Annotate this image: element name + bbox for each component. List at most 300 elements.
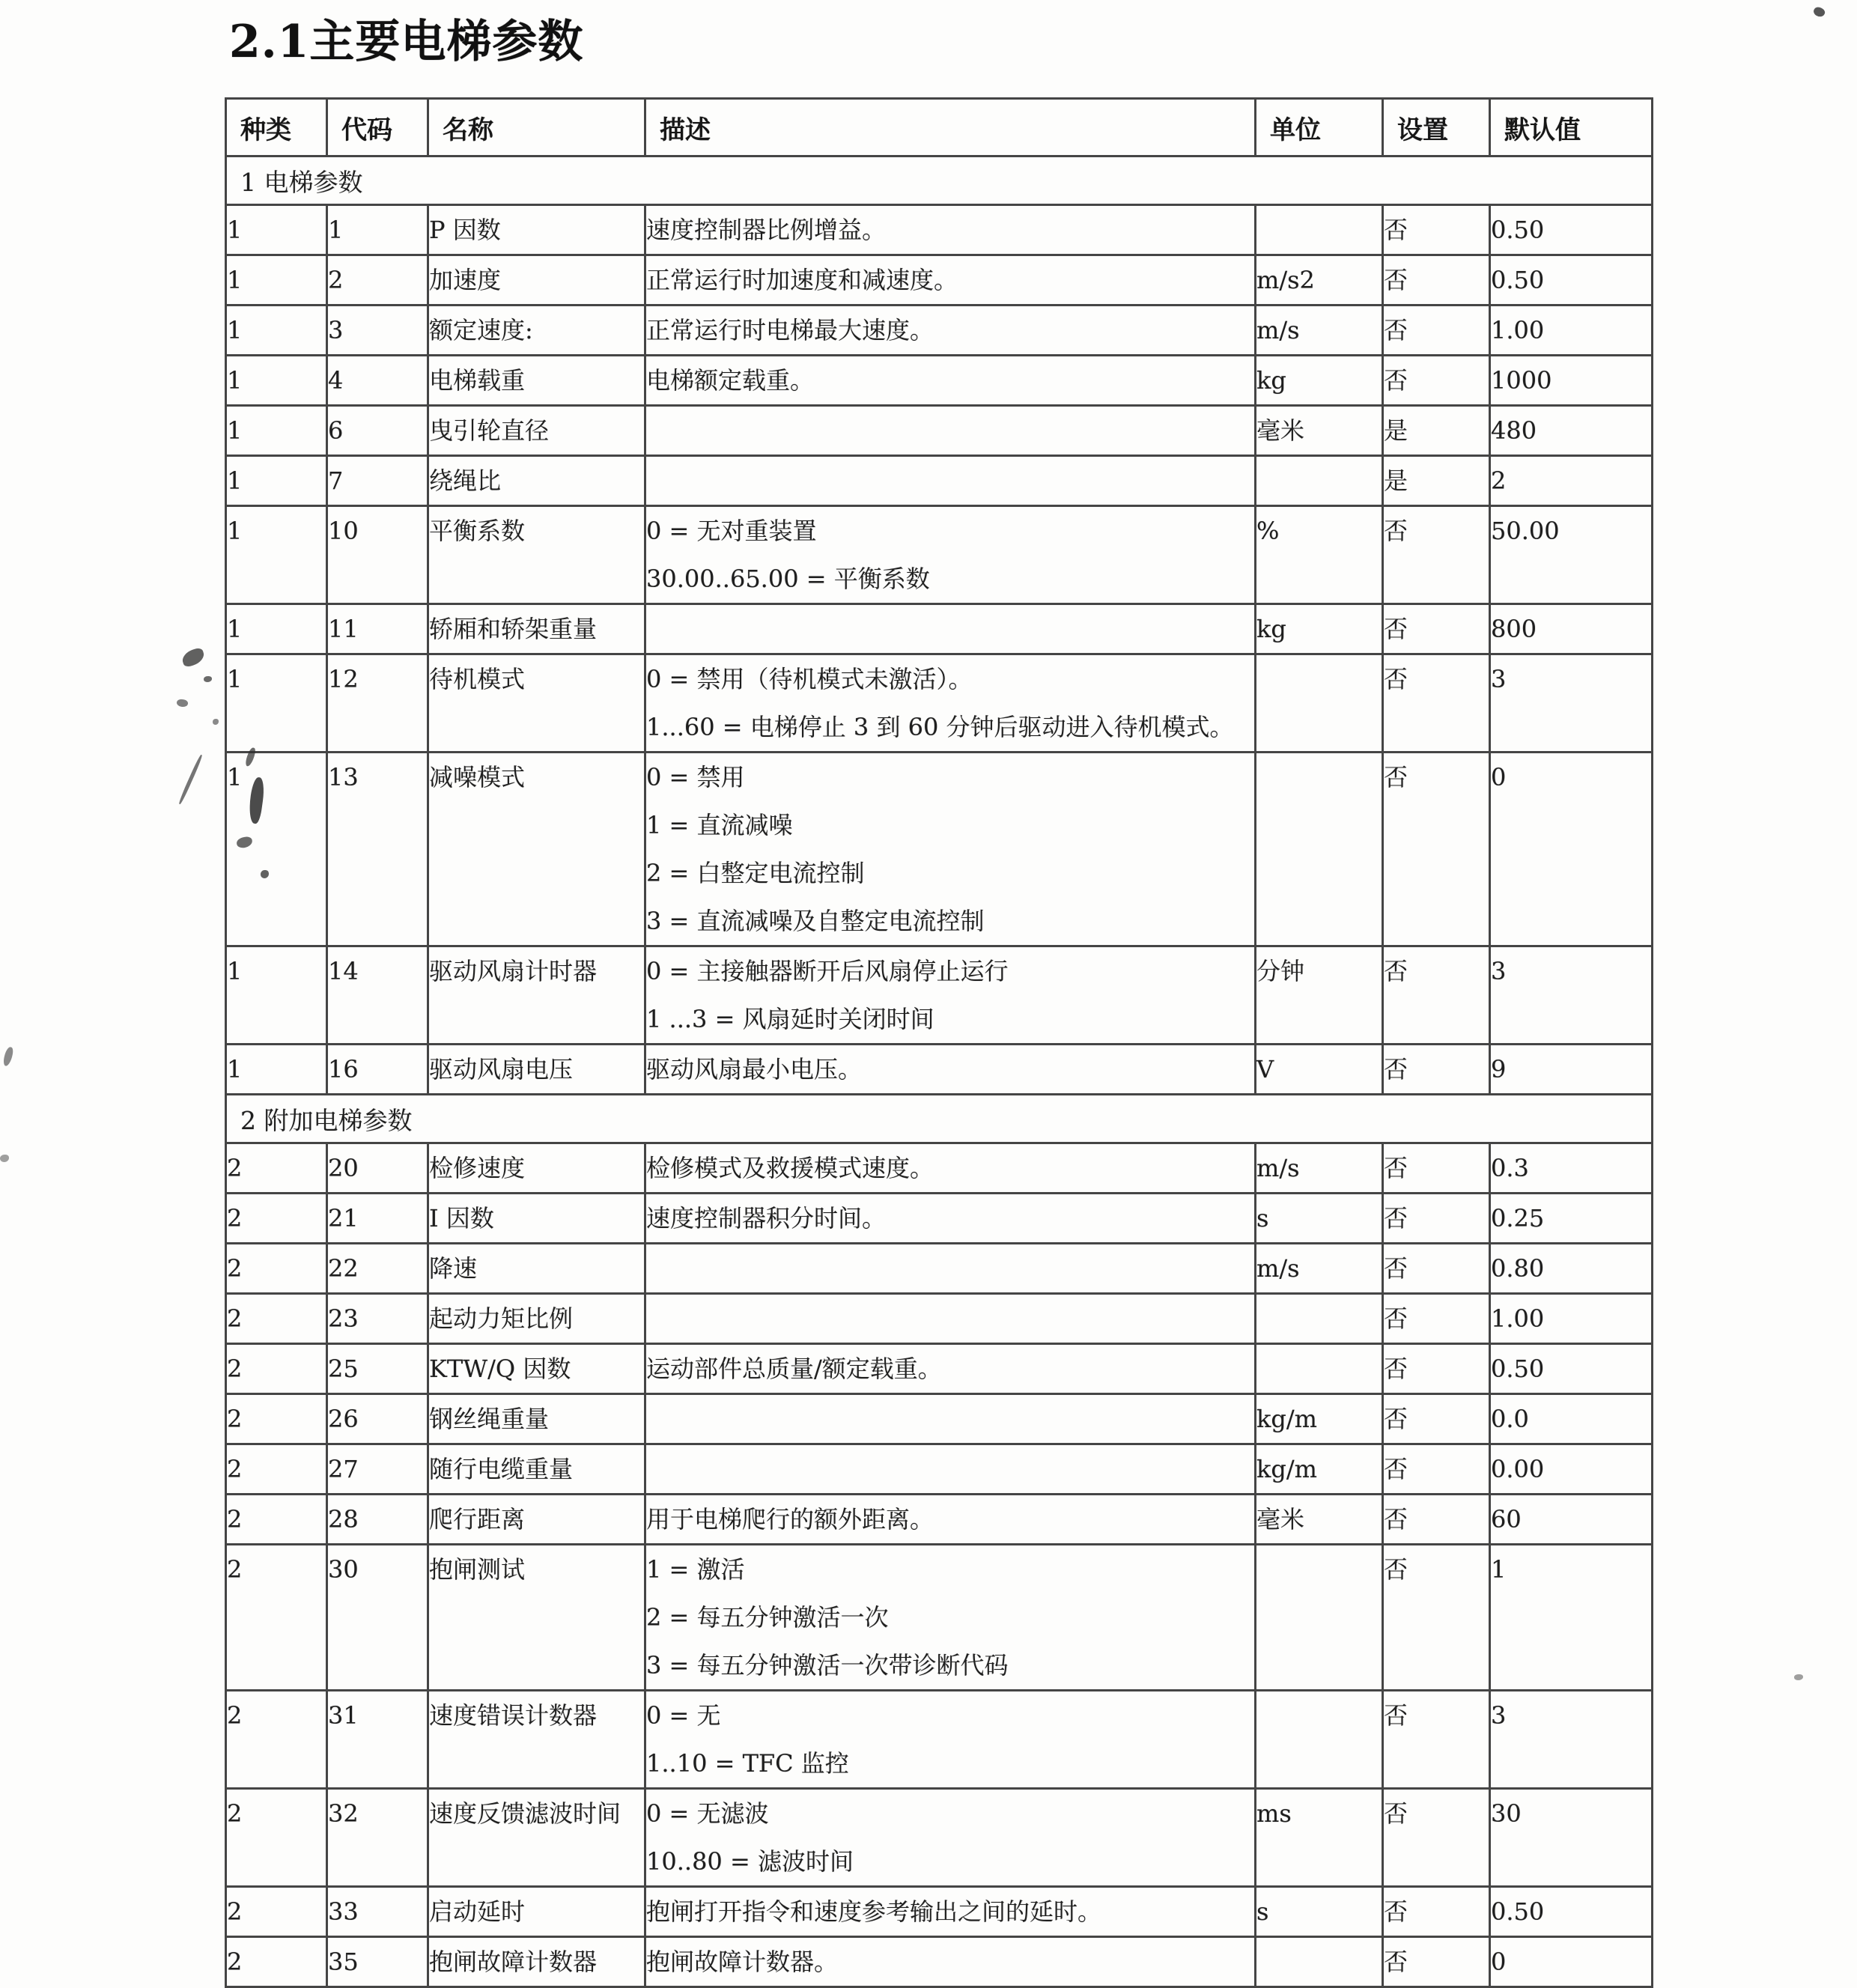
code-cell-text: 7	[328, 466, 344, 495]
desc-line: 检修模式及救援模式速度。	[646, 1154, 934, 1182]
desc-line: 0 = 禁用	[646, 763, 745, 791]
name-cell	[428, 1545, 645, 1691]
table-row	[226, 1244, 1653, 1294]
code-cell	[327, 205, 428, 255]
default-cell	[1490, 1143, 1653, 1194]
desc-line: 1...60 = 电梯停止 3 到 60 分钟后驱动进入待机模式。	[646, 713, 1234, 741]
setting-cell-text: 否	[1384, 665, 1408, 693]
parameter-name: 减噪模式	[429, 763, 526, 791]
ink-smudge	[0, 1155, 9, 1162]
unit-cell-text	[1256, 1345, 1382, 1393]
setting-cell	[1383, 654, 1490, 753]
setting-cell	[1383, 306, 1490, 356]
ink-smudge	[204, 676, 212, 682]
code-cell-text: 2	[328, 266, 344, 294]
table-row	[226, 1143, 1653, 1194]
category-cell-text: 1	[227, 466, 243, 495]
desc-line: 1..10 = TFC 监控	[646, 1749, 849, 1778]
default-cell	[1490, 1887, 1653, 1937]
desc-line: 0 = 无对重装置	[646, 517, 817, 545]
parameters-table	[225, 97, 1653, 1988]
default-cell-text: 2	[1491, 466, 1507, 495]
default-cell-text: 0.0	[1491, 1405, 1529, 1433]
category-cell	[226, 456, 327, 506]
code-cell-text: 12	[328, 665, 359, 693]
code-cell-text: 32	[328, 1799, 359, 1828]
default-cell-text: 3	[1491, 1701, 1507, 1730]
unit-cell-text: m/s	[1256, 316, 1300, 344]
setting-cell	[1383, 456, 1490, 506]
table-row	[226, 654, 1653, 753]
table-row	[226, 456, 1653, 506]
unit-cell	[1256, 356, 1383, 406]
code-cell	[327, 1691, 428, 1789]
table-row	[226, 1045, 1653, 1095]
code-cell	[327, 946, 428, 1045]
setting-cell	[1383, 753, 1490, 946]
default-cell	[1490, 1937, 1653, 1987]
desc-cell	[645, 753, 1256, 946]
desc-cell	[645, 1545, 1256, 1691]
unit-cell-text: s	[1256, 1897, 1269, 1926]
code-cell-text: 16	[328, 1055, 359, 1083]
desc-line: 3 = 直流减噪及自整定电流控制	[646, 907, 985, 935]
category-cell-text: 1	[227, 517, 243, 545]
desc-cell	[645, 506, 1256, 604]
default-cell-text: 0.50	[1491, 1355, 1545, 1383]
parameter-name: 检修速度	[429, 1154, 526, 1182]
category-cell-text: 2	[227, 1505, 243, 1533]
table-header-row	[226, 99, 1653, 156]
parameter-name: 驱动风扇计时器	[429, 957, 598, 985]
setting-cell	[1383, 1691, 1490, 1789]
setting-cell-text: 是	[1384, 416, 1408, 445]
setting-cell-text: 否	[1384, 1948, 1408, 1976]
parameter-name: 起动力矩比例	[429, 1304, 574, 1333]
code-cell	[327, 1344, 428, 1394]
desc-line: 1 = 激活	[646, 1555, 745, 1584]
desc-cell	[645, 1294, 1256, 1344]
name-cell	[428, 1143, 645, 1194]
header-cell-code: 代码	[327, 99, 428, 156]
setting-cell-text: 否	[1384, 1355, 1408, 1383]
desc-cell	[645, 1444, 1256, 1495]
category-cell	[226, 1194, 327, 1244]
code-cell-text: 20	[328, 1154, 359, 1182]
default-cell	[1490, 753, 1653, 946]
unit-cell-text: s	[1256, 1204, 1269, 1232]
category-cell-text: 2	[227, 1455, 243, 1483]
name-cell	[428, 255, 645, 306]
unit-cell-text: m/s	[1256, 1154, 1300, 1182]
table-row	[226, 506, 1653, 604]
unit-cell-text	[1256, 1938, 1382, 1986]
code-cell-text: 28	[328, 1505, 359, 1533]
default-cell-text: 0.50	[1491, 216, 1545, 244]
category-cell	[226, 1344, 327, 1394]
desc-cell	[645, 255, 1256, 306]
code-cell-text: 3	[328, 316, 344, 344]
page-title: 2.1主要电梯参数	[229, 16, 584, 68]
parameter-name: 钢丝绳重量	[429, 1405, 550, 1433]
setting-cell-text: 否	[1384, 1897, 1408, 1926]
table-row	[226, 1495, 1653, 1545]
setting-cell	[1383, 1789, 1490, 1887]
name-cell	[428, 1495, 645, 1545]
table-row	[226, 1344, 1653, 1394]
setting-cell	[1383, 406, 1490, 456]
category-cell-text: 2	[227, 1799, 243, 1828]
default-cell	[1490, 1294, 1653, 1344]
desc-cell	[645, 1495, 1256, 1545]
table-row	[226, 1294, 1653, 1344]
category-cell-text: 2	[227, 1948, 243, 1976]
name-cell	[428, 506, 645, 604]
unit-cell	[1256, 654, 1383, 753]
category-cell	[226, 1444, 327, 1495]
code-cell-text: 30	[328, 1555, 359, 1584]
unit-cell-text	[1256, 206, 1382, 254]
category-cell	[226, 1545, 327, 1691]
desc-line: 运动部件总质量/额定载重。	[646, 1355, 942, 1383]
table-row	[226, 1789, 1653, 1887]
code-cell-text: 1	[328, 216, 344, 244]
desc-line: 1 = 直流减噪	[646, 811, 793, 839]
setting-cell	[1383, 1444, 1490, 1495]
unit-cell	[1256, 1344, 1383, 1394]
unit-cell	[1256, 1937, 1383, 1987]
unit-cell	[1256, 1495, 1383, 1545]
code-cell	[327, 1194, 428, 1244]
code-cell	[327, 753, 428, 946]
desc-cell	[645, 456, 1256, 506]
desc-cell	[645, 1789, 1256, 1887]
name-cell	[428, 1789, 645, 1887]
default-cell	[1490, 946, 1653, 1045]
category-cell	[226, 1789, 327, 1887]
code-cell-text: 27	[328, 1455, 359, 1483]
desc-cell	[645, 1344, 1256, 1394]
setting-cell-text: 否	[1384, 1204, 1408, 1232]
header-cell-setting: 设置	[1383, 99, 1490, 156]
unit-cell	[1256, 1394, 1383, 1444]
name-cell	[428, 356, 645, 406]
category-cell-text: 2	[227, 1405, 243, 1433]
category-cell-text: 2	[227, 1897, 243, 1926]
unit-cell	[1256, 406, 1383, 456]
code-cell	[327, 1045, 428, 1095]
parameter-name: 爬行距离	[429, 1505, 526, 1533]
unit-cell	[1256, 1194, 1383, 1244]
setting-cell-text: 否	[1384, 1055, 1408, 1083]
unit-cell-text: 分钟	[1256, 957, 1305, 985]
desc-line: 0 = 无滤波	[646, 1799, 769, 1828]
desc-line: 用于电梯爬行的额外距离。	[646, 1505, 934, 1533]
code-cell	[327, 1937, 428, 1987]
table-row	[226, 1887, 1653, 1937]
code-cell	[327, 456, 428, 506]
header-cell-desc: 描述	[645, 99, 1256, 156]
default-cell	[1490, 306, 1653, 356]
unit-cell	[1256, 1789, 1383, 1887]
setting-cell	[1383, 604, 1490, 654]
table-row	[226, 1194, 1653, 1244]
default-cell-text: 0.50	[1491, 266, 1545, 294]
setting-cell	[1383, 1294, 1490, 1344]
section-row	[226, 1095, 1653, 1143]
setting-cell	[1383, 205, 1490, 255]
unit-cell-text: kg/m	[1256, 1405, 1317, 1433]
desc-cell	[645, 356, 1256, 406]
default-cell	[1490, 1045, 1653, 1095]
parameter-name: 额定速度:	[429, 316, 533, 344]
default-cell-text: 0.00	[1491, 1455, 1545, 1483]
desc-cell	[645, 1394, 1256, 1444]
setting-cell	[1383, 1937, 1490, 1987]
default-cell-text: 60	[1491, 1505, 1522, 1533]
parameter-name: 加速度	[429, 266, 502, 294]
default-cell-text: 0.50	[1491, 1897, 1545, 1926]
default-cell	[1490, 456, 1653, 506]
default-cell	[1490, 1789, 1653, 1887]
parameter-name: 随行电缆重量	[429, 1455, 574, 1483]
desc-line: 2 = 白整定电流控制	[646, 859, 865, 887]
category-cell	[226, 506, 327, 604]
unit-cell	[1256, 604, 1383, 654]
unit-cell	[1256, 255, 1383, 306]
category-cell-text: 2	[227, 1355, 243, 1383]
desc-cell	[645, 406, 1256, 456]
category-cell	[226, 1937, 327, 1987]
unit-cell	[1256, 1294, 1383, 1344]
parameter-name: P 因数	[429, 216, 501, 244]
category-cell	[226, 1294, 327, 1344]
code-cell-text: 21	[328, 1204, 359, 1232]
category-cell-text: 2	[227, 1555, 243, 1584]
default-cell-text: 800	[1491, 615, 1537, 643]
unit-cell	[1256, 1143, 1383, 1194]
parameter-name: I 因数	[429, 1204, 494, 1232]
desc-line: 速度控制器积分时间。	[646, 1204, 887, 1232]
desc-line: 10..80 = 滤波时间	[646, 1847, 854, 1876]
default-cell-text: 0.25	[1491, 1204, 1545, 1232]
desc-line: 正常运行时电梯最大速度。	[646, 316, 934, 344]
code-cell	[327, 1444, 428, 1495]
setting-cell-text: 否	[1384, 1799, 1408, 1828]
parameter-name: 抱闸故障计数器	[429, 1948, 598, 1976]
default-cell	[1490, 356, 1653, 406]
category-cell	[226, 1887, 327, 1937]
setting-cell	[1383, 1887, 1490, 1937]
code-cell-text: 35	[328, 1948, 359, 1976]
setting-cell-text: 否	[1384, 1154, 1408, 1182]
category-cell	[226, 1691, 327, 1789]
setting-cell	[1383, 506, 1490, 604]
desc-cell	[645, 1143, 1256, 1194]
setting-cell	[1383, 1495, 1490, 1545]
default-cell-text: 30	[1491, 1799, 1522, 1828]
header-cell-unit: 单位	[1256, 99, 1383, 156]
category-cell	[226, 406, 327, 456]
table-row	[226, 1394, 1653, 1444]
setting-cell-text: 否	[1384, 216, 1408, 244]
parameter-name: 降速	[429, 1254, 478, 1283]
default-cell	[1490, 1344, 1653, 1394]
setting-cell	[1383, 1394, 1490, 1444]
parameter-name: 轿厢和轿架重量	[429, 615, 598, 643]
setting-cell	[1383, 356, 1490, 406]
default-cell-text: 3	[1491, 957, 1507, 985]
default-cell	[1490, 1495, 1653, 1545]
category-cell-text: 1	[227, 957, 243, 985]
ink-smudge	[213, 719, 219, 725]
name-cell	[428, 1194, 645, 1244]
desc-line: 2 = 每五分钟激活一次	[646, 1603, 889, 1632]
category-cell	[226, 255, 327, 306]
name-cell	[428, 753, 645, 946]
code-cell-text: 13	[328, 763, 359, 791]
unit-cell-text	[1256, 655, 1382, 703]
unit-cell-text	[1256, 457, 1382, 505]
category-cell	[226, 306, 327, 356]
default-cell-text: 0	[1491, 763, 1507, 791]
name-cell	[428, 456, 645, 506]
category-cell-text: 2	[227, 1701, 243, 1730]
desc-line: 1 ...3 = 风扇延时关闭时间	[646, 1005, 934, 1033]
category-cell	[226, 946, 327, 1045]
category-cell-text: 2	[227, 1204, 243, 1232]
name-cell	[428, 1691, 645, 1789]
default-cell	[1490, 205, 1653, 255]
default-cell	[1490, 1691, 1653, 1789]
default-cell-text: 3	[1491, 665, 1507, 693]
unit-cell	[1256, 1545, 1383, 1691]
desc-cell	[645, 1045, 1256, 1095]
ink-smudge	[178, 754, 204, 805]
code-cell-text: 11	[328, 615, 359, 643]
unit-cell-text: kg	[1256, 615, 1286, 643]
default-cell	[1490, 1194, 1653, 1244]
desc-line: 速度控制器比例增益。	[646, 216, 887, 244]
unit-cell-text	[1256, 1545, 1382, 1593]
setting-cell	[1383, 1344, 1490, 1394]
category-cell	[226, 654, 327, 753]
parameter-name: 待机模式	[429, 665, 526, 693]
desc-line: 0 = 无	[646, 1701, 721, 1730]
code-cell	[327, 1789, 428, 1887]
name-cell	[428, 1344, 645, 1394]
desc-cell	[645, 604, 1256, 654]
default-cell	[1490, 1545, 1653, 1691]
default-cell	[1490, 654, 1653, 753]
table-row	[226, 255, 1653, 306]
desc-line: 抱闸打开指令和速度参考输出之间的延时。	[646, 1897, 1102, 1926]
code-cell	[327, 1887, 428, 1937]
table-row	[226, 406, 1653, 456]
setting-cell	[1383, 1545, 1490, 1691]
section-label: 1 电梯参数	[226, 156, 1653, 205]
category-cell-text: 2	[227, 1254, 243, 1283]
unit-cell-text	[1256, 753, 1382, 801]
header-cell-name: 名称	[428, 99, 645, 156]
table-row	[226, 1691, 1653, 1789]
setting-cell	[1383, 1194, 1490, 1244]
section-label: 2 附加电梯参数	[226, 1095, 1653, 1143]
table-row	[226, 356, 1653, 406]
desc-line: 电梯额定载重。	[646, 366, 815, 395]
name-cell	[428, 1294, 645, 1344]
default-cell-text: 1	[1491, 1555, 1507, 1584]
parameter-name: 抱闸测试	[429, 1555, 526, 1584]
unit-cell-text: 毫米	[1256, 1505, 1305, 1533]
category-cell	[226, 1244, 327, 1294]
category-cell	[226, 604, 327, 654]
default-cell-text: 0	[1491, 1948, 1507, 1976]
name-cell	[428, 1045, 645, 1095]
default-cell-text: 0.3	[1491, 1154, 1529, 1182]
desc-cell	[645, 1244, 1256, 1294]
setting-cell-text: 否	[1384, 957, 1408, 985]
parameter-name: 启动延时	[429, 1897, 526, 1926]
table-row	[226, 753, 1653, 946]
parameter-name: 速度错误计数器	[429, 1701, 598, 1730]
category-cell-text: 1	[227, 665, 243, 693]
name-cell	[428, 306, 645, 356]
default-cell-text: 1.00	[1491, 316, 1545, 344]
code-cell-text: 25	[328, 1355, 359, 1383]
default-cell-text: 0.80	[1491, 1254, 1545, 1283]
section-row	[226, 156, 1653, 205]
desc-line: 正常运行时加速度和减速度。	[646, 266, 958, 294]
setting-cell	[1383, 255, 1490, 306]
code-cell	[327, 1294, 428, 1344]
code-cell	[327, 1143, 428, 1194]
setting-cell-text: 否	[1384, 1405, 1408, 1433]
unit-cell-text: kg/m	[1256, 1455, 1317, 1483]
desc-line: 30.00..65.00 = 平衡系数	[646, 565, 930, 593]
setting-cell-text: 否	[1384, 266, 1408, 294]
unit-cell	[1256, 506, 1383, 604]
table-row	[226, 1937, 1653, 1987]
code-cell	[327, 506, 428, 604]
category-cell-text: 1	[227, 366, 243, 395]
unit-cell	[1256, 456, 1383, 506]
unit-cell-text: V	[1256, 1055, 1274, 1083]
unit-cell	[1256, 1244, 1383, 1294]
ink-smudge	[1812, 5, 1826, 19]
setting-cell-text: 否	[1384, 1254, 1408, 1283]
table-row	[226, 946, 1653, 1045]
default-cell	[1490, 604, 1653, 654]
category-cell	[226, 1495, 327, 1545]
category-cell-text: 1	[227, 615, 243, 643]
name-cell	[428, 604, 645, 654]
unit-cell	[1256, 1444, 1383, 1495]
parameter-name: KTW/Q 因数	[429, 1355, 571, 1383]
default-cell-text: 1.00	[1491, 1304, 1545, 1333]
parameter-name: 驱动风扇电压	[429, 1055, 574, 1083]
code-cell	[327, 1545, 428, 1691]
setting-cell-text: 否	[1384, 316, 1408, 344]
setting-cell	[1383, 1244, 1490, 1294]
ink-smudge	[2, 1046, 14, 1067]
setting-cell-text: 否	[1384, 1304, 1408, 1333]
code-cell-text: 10	[328, 517, 359, 545]
parameter-name: 速度反馈滤波时间	[429, 1799, 621, 1828]
code-cell	[327, 406, 428, 456]
default-cell	[1490, 1394, 1653, 1444]
code-cell	[327, 654, 428, 753]
